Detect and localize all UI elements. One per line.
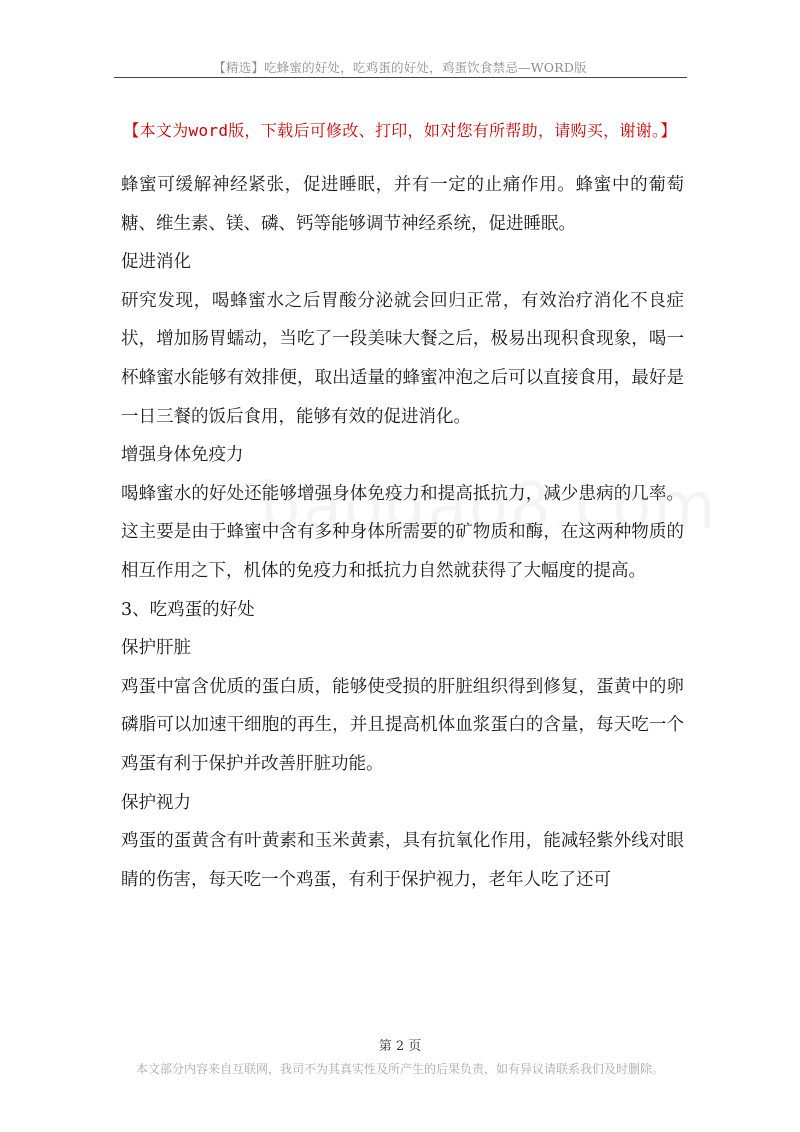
page-number: 第 2 页	[378, 1039, 422, 1054]
document-body	[121, 166, 684, 899]
page-header: 【精选】吃蜂蜜的好处，吃鸡蛋的好处，鸡蛋饮食禁忌—WORD版	[213, 60, 587, 75]
heading-vision: 保护视力	[121, 792, 191, 813]
paragraph-honey-sleep: 蜂蜜可缓解神经紧张，促进睡眠，并有一定的止痛作用。蜂蜜中的葡萄糖、维生素、镁、磷、钙等能够调节神经系统，促进睡眠。	[121, 175, 684, 234]
header-divider	[114, 77, 687, 78]
heading-liver: 保护肝脏	[121, 638, 191, 659]
heading-immunity: 增强身体免疫力	[121, 445, 244, 466]
heading-egg-benefits: 3、吃鸡蛋的好处	[121, 599, 255, 620]
paragraph-immunity: 喝蜂蜜水的好处还能够增强身体免疫力和提高抵抗力，减少患病的几率。这主要是由于蜂蜜中含有多种身体所需要的矿物质和酶，在这两种物质的相互作用之下，机体的免疫力和抵抗力自然就获得了大幅度的提高。	[121, 483, 684, 581]
paragraph-liver: 鸡蛋中富含优质的蛋白质，能够使受损的肝脏组织得到修复，蛋黄中的卵磷脂可以加速干细胞的再生，并且提高机体血浆蛋白的含量，每天吃一个鸡蛋有利于保护并改善肝脏功能。	[121, 676, 684, 774]
paragraph-digestion: 研究发现，喝蜂蜜水之后胃酸分泌就会回归正常，有效治疗消化不良症状，增加肠胃蠕动，当吃了一段美味大餐之后，极易出现积食现象，喝一杯蜂蜜水能够有效排便，取出适量的蜂蜜冲泡之后可以直接食用，最好是一日三餐的饭后食用，能够有效的促进消化。	[121, 290, 684, 427]
heading-digestion: 促进消化	[121, 252, 191, 273]
page-footer: 本文部分内容来自互联网，我司不为其真实性及所产生的后果负责，如有异议请联系我们及时删除。	[135, 1062, 664, 1076]
word-version-notice: 【本文为word版，下载后可修改、打印，如对您有所帮助，请购买，谢谢。】	[123, 121, 677, 140]
paragraph-vision: 鸡蛋的蛋黄含有叶黄素和玉米黄素，具有抗氧化作用，能减轻紫外线对眼睛的伤害，每天吃一个鸡蛋，有利于保护视力，老年人吃了还可	[121, 831, 684, 890]
